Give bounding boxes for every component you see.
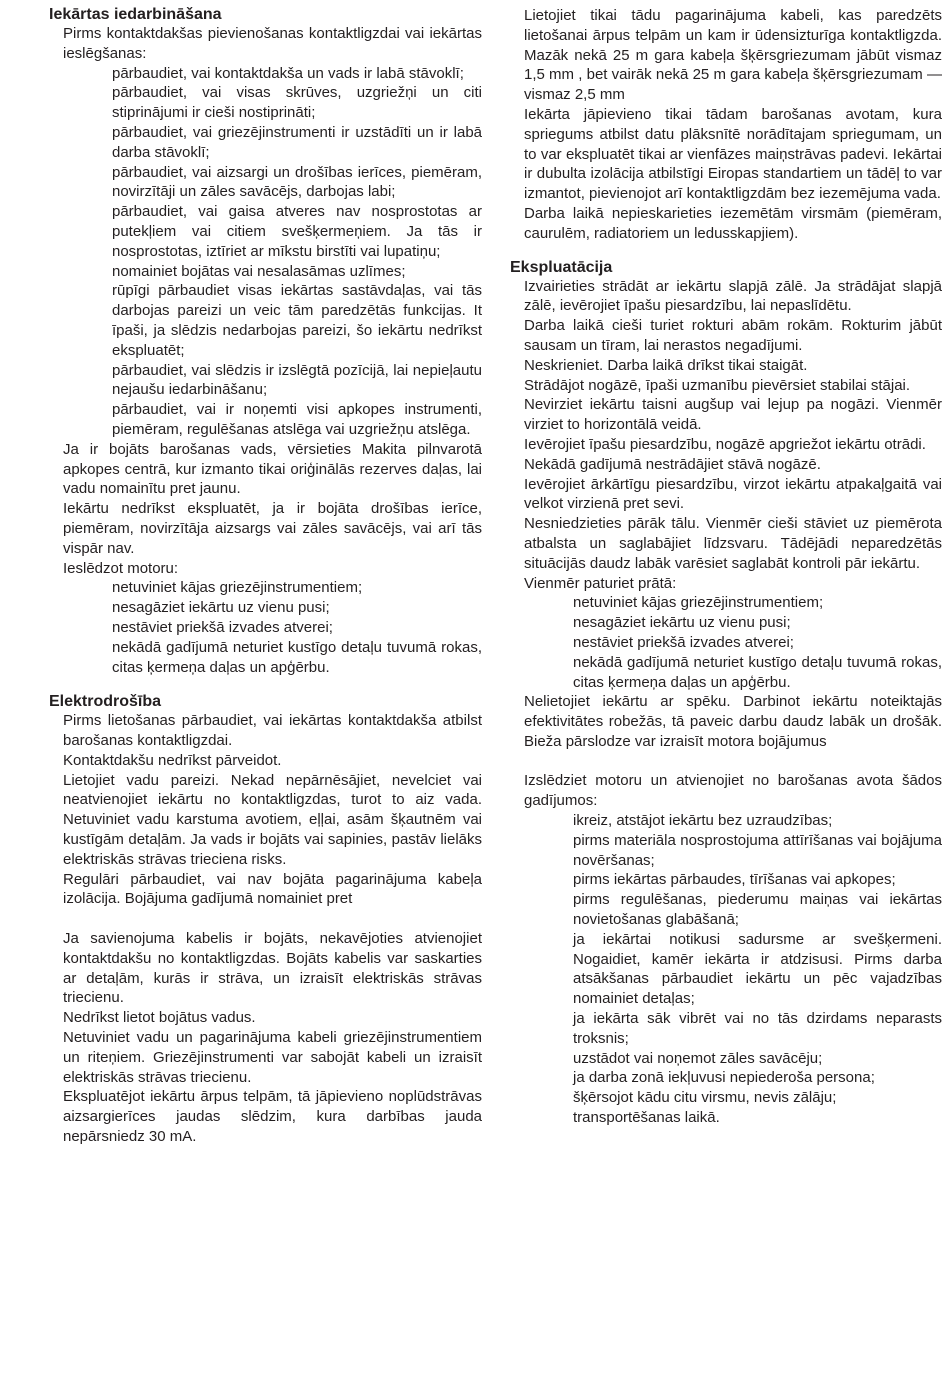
list-item: nekādā gadījumā neturiet kustīgo detaļu tuvumā rokas, citas ķermeņa daļas un apģērbu.: [573, 653, 942, 691]
list-item: pārbaudiet, vai slēdzis ir izslēgtā pozīcijā, lai nepieļautu nejaušu iedarbināšanu;: [112, 361, 482, 399]
paragraph: Nelietojiet iekārtu ar spēku. Darbinot iekārtu noteiktajās efektivitātes robežās, tā paveic darbu daudz labāk un drošāk. Bieža pārslodze var izraisīt motora bojājumus: [524, 693, 942, 750]
list-item: nekādā gadījumā neturiet kustīgo detaļu tuvumā rokas, citas ķermeņa daļas un apģērbu.: [112, 638, 482, 676]
paragraph: Ievērojiet ārkārtīgu piesardzību, virzot iekārtu atpakaļgaitā vai velkot virzienā pret sevi.: [524, 475, 942, 513]
operation-body: [510, 277, 942, 1128]
section-title-electrical-safety: Elektrodrošība: [49, 693, 162, 711]
list-item: pirms regulēšanas, piederumu maiņas vai iekārtas novietošanas glabāšanā;: [573, 891, 942, 929]
paragraph: Ieslēdzot motoru:: [63, 559, 179, 577]
list-item: ikreiz, atstājot iekārtu bez uzraudzības;: [573, 812, 833, 830]
paragraph: Darba laikā nepieskarieties iezemētām virsmām (piemēram, caurulēm, radiatoriem un ledusskapjiem).: [524, 204, 942, 242]
paragraph: Nesniedzieties pārāk tālu. Vienmēr cieši stāviet uz piemērota atbalsta un saglabājiet līdzsvaru. Tādējādi neparedzētās situācijās daudz labāk varēsiet saglabāt kontroli pār iekārtu.: [524, 515, 942, 572]
left-column: [49, 5, 482, 1147]
list-item: ja darba zonā iekļuvusi nepiederoša persona;: [573, 1069, 875, 1087]
list-item: šķērsojot kādu citu virsmu, nevis zālāju;: [573, 1089, 837, 1107]
list-item: nesagāziet iekārtu uz vienu pusi;: [573, 614, 791, 632]
list-item: pārbaudiet, vai kontaktdakša un vads ir labā stāvoklī;: [112, 64, 464, 82]
paragraph: Regulāri pārbaudiet, vai nav bojāta pagarinājuma kabeļa izolācija. Bojājuma gadījumā nomainiet pret: [63, 870, 482, 908]
paragraph: Pirms kontaktdakšas pievienošanas kontaktligzdai vai iekārtas ieslēgšanas:: [63, 25, 482, 62]
list-item: pārbaudiet, vai gaisa atveres nav nosprostotas ar putekļiem vai citiem svešķermeņiem. Ja tās ir nosprostotas, iztīriet ar mīkstu birstīti vai lupatiņu;: [112, 203, 482, 260]
paragraph: Strādājot nogāzē, īpaši uzmanību pievērsiet stabilai stājai.: [524, 376, 911, 394]
list-item: rūpīgi pārbaudiet visas iekārtas sastāvdaļas, vai tās darbojas pareizi un veic tām paredzētās funkcijas. It īpaši, ja slēdzis nedarbojas pareizi, šo iekārtu nedrīkst ekspluatēt;: [112, 282, 482, 359]
paragraph: Darba laikā cieši turiet rokturi abām rokām. Rokturim jābūt sausam un tīram, lai nerastos negadījumi.: [524, 317, 942, 354]
list-item: nestāviet priekšā izvades atverei;: [573, 633, 794, 651]
list-item: netuviniet kājas griezējinstrumentiem;: [112, 579, 363, 597]
paragraph: Vienmēr paturiet prātā:: [524, 574, 677, 592]
list-item: pirms iekārtas pārbaudes, tīrīšanas vai apkopes;: [573, 871, 896, 889]
paragraph: Ievērojiet īpašu piesardzību, nogāzē apgriežot iekārtu otrādi.: [524, 435, 926, 453]
paragraph: Izvairieties strādāt ar iekārtu slapjā zālē. Ja strādājat slapjā zālē, ievērojiet īpašu piesardzību, lai nepaslīdētu.: [524, 277, 942, 315]
paragraph: Ja savienojuma kabelis ir bojāts, nekavējoties atvienojiet kontaktdakšu no kontaktligzdas. Bojāts kabelis var saskarties ar detaļām, kurās ir strāva, un izraisīt elektriskās strāvas triecienu.: [63, 930, 482, 1007]
paragraph: Iekārta jāpievieno tikai tādam barošanas avotam, kura spriegums atbilst datu plāksnītē norādītajam spriegumam, un to var ekspluatēt tikai ar vienfāzes maiņstrāvas padevi. Iekārtai ir dubulta izolācija atbilstīgi Eiropas standartiem un tādēļ to var izmantot, pievienojot arī kontaktligzdām bez iezemējuma vada.: [524, 105, 942, 203]
paragraph: Netuviniet vadu un pagarinājuma kabeli griezējinstrumentiem un riteņiem. Griezējinstrumenti var sabojāt kabeli un izraisīt elektriskās strāvas triecienu.: [63, 1029, 482, 1086]
list-item: nesagāziet iekārtu uz vienu pusi;: [112, 599, 330, 617]
list-item: pārbaudiet, vai aizsargi un drošības ierīces, piemēram, novirzītāji un zāles savācējs, darbojas labi;: [112, 163, 482, 201]
list-item: ja iekārta sāk vibrēt vai no tās dzirdams neparasts troksnis;: [573, 1010, 942, 1047]
list-item: nestāviet priekšā izvades atverei;: [112, 618, 333, 636]
list-item: uzstādot vai noņemot zāles savācēju;: [573, 1049, 823, 1067]
right-column: [510, 6, 942, 1128]
paragraph: Lietojiet tikai tādu pagarinājuma kabeli, kas paredzēts lietošanai ārpus telpām un kam ir ūdensizturīga kontaktligzda. Mazāk nekā 25 m gara kabeļa šķērsgriezumam jābūt vismaz 1,5 mm , bet vairāk nekā 25 m gara kabeļa šķērsgriezumam — vismaz 2,5 mm: [524, 7, 942, 104]
list-item: pārbaudiet, vai ir noņemti visi apkopes instrumenti, piemēram, regulēšanas atslēga vai uzgriežņu atslēga.: [112, 401, 482, 438]
paragraph: Ja ir bojāts barošanas vads, vērsieties Makita pilnvarotā apkopes centrā, kur izmanto tikai oriģinālās rezerves daļas, lai vadu nomainītu pret jaunu.: [63, 440, 482, 498]
paragraph: Nedrīkst lietot bojātus vadus.: [63, 1009, 256, 1027]
paragraph: Iekārtu nedrīkst ekspluatēt, ja ir bojāta drošības ierīce, piemēram, novirzītāja aizsargs vai zāles savācējs, vai arī tās vispār nav.: [63, 500, 482, 557]
list-item: pirms materiāla nosprostojuma attīrīšanas vai bojājuma novēršanas;: [573, 831, 942, 869]
paragraph: Nevirziet iekārtu taisni augšup vai lejup pa nogāzi. Vienmēr virziet to horizontālā veidā.: [524, 396, 942, 434]
paragraph: Pirms lietošanas pārbaudiet, vai iekārtas kontaktdakša atbilst barošanas kontaktligzdai.: [63, 712, 482, 750]
paragraph: Nekādā gadījumā nestrādājiet stāvā nogāzē.: [524, 455, 821, 473]
list-item: ja iekārtai notikusi sadursme ar svešķermeni. Nogaidiet, kamēr iekārta ir atdzisusi. Pirms darba atsākšanas pārbaudiet iekārtu un pēc vajadzības nomainiet detaļas;: [573, 930, 942, 1008]
list-item: transportēšanas laikā.: [573, 1109, 720, 1127]
paragraph: Neskrieniet. Darba laikā drīkst tikai staigāt.: [524, 356, 808, 374]
list-item: pārbaudiet, vai visas skrūves, uzgriežņi un citi stiprinājumi ir cieši nostiprināti;: [112, 84, 482, 122]
list-item: pārbaudiet, vai griezējinstrumenti ir uzstādīti un ir labā darba stāvoklī;: [112, 123, 482, 161]
list-item: netuviniet kājas griezējinstrumentiem;: [573, 594, 824, 612]
paragraph: Kontaktdakšu nedrīkst pārveidot.: [63, 751, 282, 769]
paragraph: Izslēdziet motoru un atvienojiet no barošanas avota šādos gadījumos:: [524, 772, 942, 810]
list-item: nomainiet bojātas vai nesalasāmas uzlīmes;: [112, 262, 406, 280]
paragraph: Ekspluatējot iekārtu ārpus telpām, tā jāpievieno noplūdstrāvas aizsargierīces jaudas slēdzim, kura darbības jauda nepārsniedz 30 mA.: [63, 1088, 482, 1146]
section-title-startup: Iekārtas iedarbināšana: [49, 6, 222, 23]
section-title-operation: Ekspluatācija: [510, 258, 613, 276]
right-top-block: [510, 6, 942, 244]
paragraph: Lietojiet vadu pareizi. Nekad nepārnēsājiet, nevelciet vai neatvienojiet iekārtu no kontaktligzdas, turot to aiz vada. Netuviniet vadu karstuma avotiem, eļļai, asām šķautnēm vai kustīgām detaļām. Ja vads ir bojāts vai sapinies, pastāv lielāks elektriskās strāvas trieciena risks.: [63, 771, 482, 868]
